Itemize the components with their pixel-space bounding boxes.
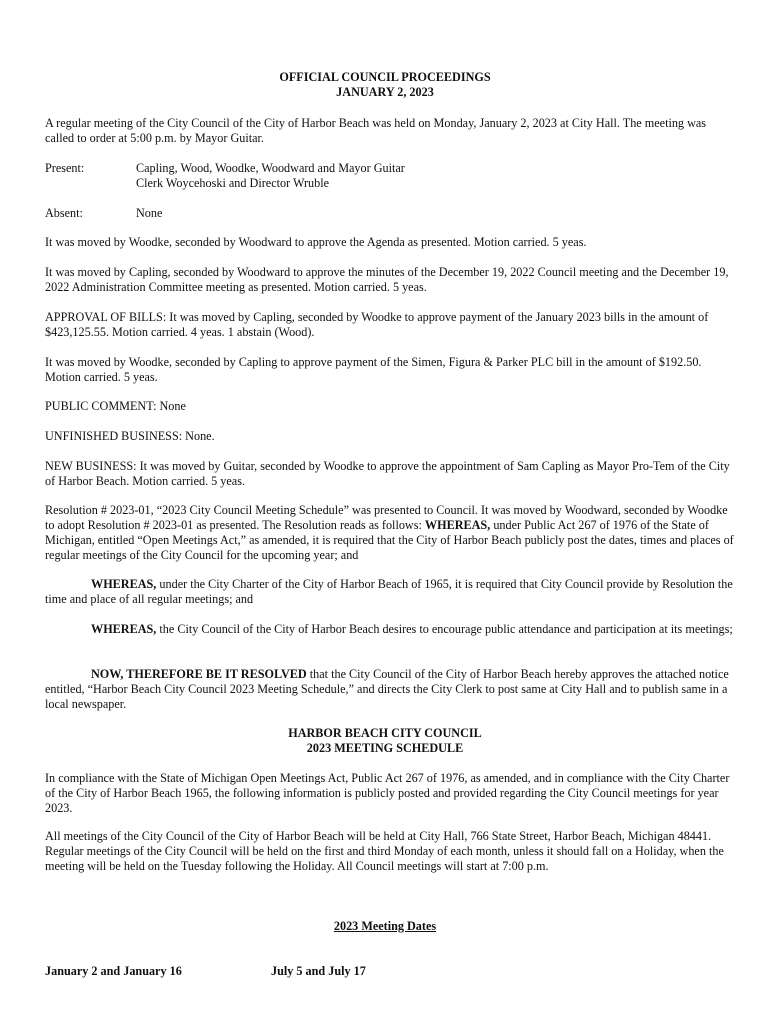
schedule-subtitle: 2023 MEETING SCHEDULE	[306, 741, 464, 755]
resolved-text: that the City Council of the City of Harbor Beach hereby approves the attached notice entitled, “Harbor Beach City Council 2023 Meeting Schedule,” and directs the City Clerk to post same at City Hall and to publish same in a local newspaper.	[45, 667, 729, 711]
compliance-paragraph: In compliance with the State of Michigan Open Meetings Act, Public Act 267 of 1976, as amended, and in compliance with the City Charter of the City of Harbor Beach 1965, the following information is publicly posted and provided regarding the City Council meetings for year 2023.	[45, 771, 730, 815]
present-line-1: Capling, Wood, Woodke, Woodward and Mayor Guitar	[136, 161, 405, 175]
meeting-date-left: January 2 and January 16	[45, 964, 182, 978]
whereas-paragraph-2	[45, 577, 735, 607]
resolved-paragraph	[45, 667, 735, 712]
present-line-2: Clerk Woycehoski and Director Wruble	[136, 176, 330, 190]
whereas-3-text: the City Council of the City of Harbor Beach desires to encourage public attendance and participation at its meetings;	[156, 622, 733, 636]
meeting-date-right: July 5 and July 17	[271, 964, 366, 978]
motion-agenda: It was moved by Woodke, seconded by Woodward to approve the Agenda as presented. Motion carried. 5 yeas.	[45, 235, 587, 249]
unfinished-business: UNFINISHED BUSINESS: None.	[45, 429, 215, 443]
new-business: NEW BUSINESS: It was moved by Guitar, seconded by Woodke to approve the appointment of Sam Capling as Mayor Pro-Tem of the City of Harbor Beach. Motion carried. 5 yeas.	[45, 459, 730, 488]
motion-bills: APPROVAL OF BILLS: It was moved by Capling, seconded by Woodke to approve payment of the January 2023 bills in the amount of $423,125.55. Motion carried. 4 yeas. 1 abstain (Wood).	[45, 310, 709, 339]
resolution-paragraph	[45, 503, 735, 563]
absent-value: None	[136, 206, 163, 220]
whereas-keyword: WHEREAS,	[424, 518, 491, 532]
absent-label: Absent:	[45, 206, 83, 220]
resolution-intro: Resolution # 2023-01, “2023 City Council Meeting Schedule” was presented to Council. It was moved by Woodward, seconded by Woodke to adopt Resolution # 2023-01 as presented. The Resolution reads as follows:	[45, 503, 728, 532]
present-label: Present:	[45, 161, 85, 175]
whereas-keyword: WHEREAS,	[91, 577, 157, 591]
motion-simen: It was moved by Woodke, seconded by Capling to approve payment of the Simen, Figura & Parker PLC bill in the amount of $192.50. Motion carried. 5 yeas.	[45, 355, 702, 384]
resolution-intro-rest: under Public Act 267 of 1976 of the State of Michigan, entitled “Open Meetings Act,” as amended, it is required that the City of Harbor Beach publicly post the dates, times and places of regular meetings of the City Council for the upcoming year; and	[45, 518, 734, 562]
public-comment: PUBLIC COMMENT: None	[45, 399, 186, 413]
intro-paragraph: A regular meeting of the City Council of the City of Harbor Beach was held on Monday, January 2, 2023 at City Hall. The meeting was called to order at 5:00 p.m. by Mayor Guitar.	[45, 116, 707, 145]
resolved-keyword: NOW, THEREFORE BE IT RESOLVED	[91, 667, 307, 681]
whereas-keyword: WHEREAS,	[91, 622, 157, 636]
document-date: JANUARY 2, 2023	[336, 85, 434, 99]
document-title: OFFICIAL COUNCIL PROCEEDINGS	[279, 70, 491, 84]
whereas-2-text: under the City Charter of the City of Harbor Beach of 1965, it is required that City Council provide by Resolution the time and place of all regular meetings; and	[45, 577, 733, 606]
meeting-dates-heading: 2023 Meeting Dates	[333, 919, 437, 933]
whereas-paragraph-3	[45, 622, 735, 637]
motion-minutes: It was moved by Capling, seconded by Woodward to approve the minutes of the December 19, 2022 Council meeting and the December 19, 2022 Administration Committee meeting as presented. Motion carried. 5 yeas.	[45, 265, 729, 294]
location-paragraph: All meetings of the City Council of the City of Harbor Beach will be held at City Hall, 766 State Street, Harbor Beach, Michigan 48441. Regular meetings of the City Council will be held on the first and third Monday of each month, unless it should fall on a Holiday, when the meeting will be held on the Tuesday following the Holiday. All Council meetings will start at 7:00 p.m.	[45, 829, 724, 873]
schedule-title: HARBOR BEACH CITY COUNCIL	[288, 726, 482, 740]
